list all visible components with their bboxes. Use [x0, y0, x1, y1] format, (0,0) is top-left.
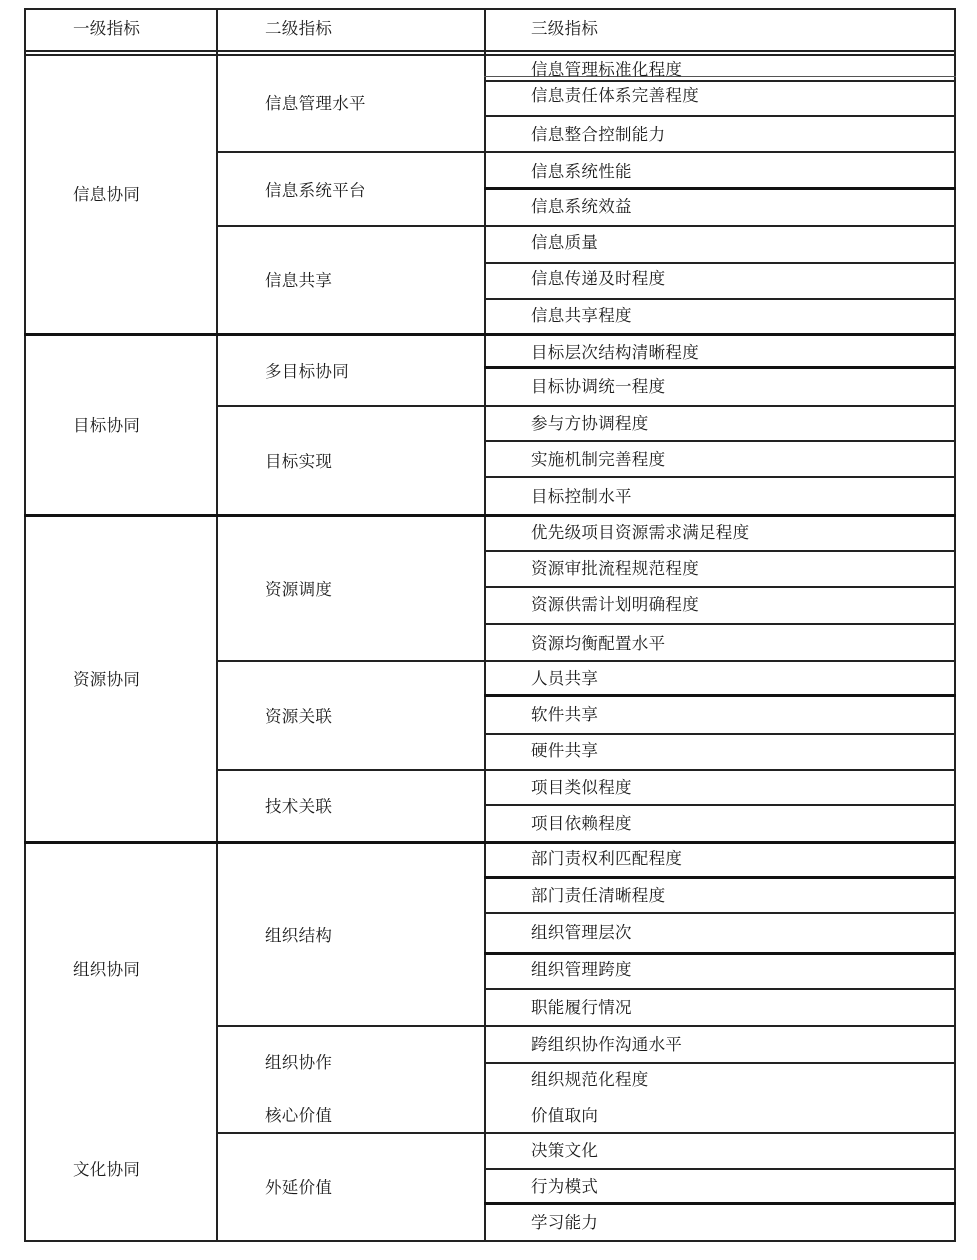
row-line-19 — [484, 1062, 956, 1064]
group-line-3 — [216, 660, 956, 662]
row-line-14 — [484, 804, 956, 806]
row-line-11 — [484, 623, 956, 625]
level2-label: 信息系统平台 — [265, 181, 366, 200]
header-label: 一级指标 — [73, 19, 141, 38]
group-line-4 — [216, 769, 956, 771]
level2-label: 核心价值 — [265, 1106, 333, 1125]
level3-label: 优先级项目资源需求满足程度 — [531, 523, 750, 542]
row-line-17 — [484, 952, 956, 955]
level2-label: 组织协作 — [265, 1053, 333, 1072]
level3-label: 部门责权利匹配程度 — [531, 849, 683, 868]
level3-label: 资源审批流程规范程度 — [531, 559, 699, 578]
row-line-13 — [484, 733, 956, 735]
row-line-15 — [484, 876, 956, 879]
grid-vline-1 — [216, 8, 218, 1241]
row-line-8 — [484, 476, 956, 478]
row-line-7 — [484, 440, 956, 442]
header-label: 三级指标 — [531, 19, 599, 38]
level3-label: 信息责任体系完善程度 — [531, 86, 699, 105]
level3-label: 价值取向 — [531, 1106, 599, 1125]
table-bottom-line — [24, 1240, 956, 1242]
level3-label: 行为模式 — [531, 1177, 599, 1196]
level3-label: 组织管理层次 — [531, 923, 632, 942]
level3-label: 项目类似程度 — [531, 778, 632, 797]
level3-label: 信息传递及时程度 — [531, 269, 666, 288]
level3-label: 目标层次结构清晰程度 — [531, 343, 699, 362]
level2-label: 资源调度 — [265, 580, 333, 599]
row-line-2 — [484, 115, 956, 117]
level1-label: 组织协同 — [73, 960, 141, 979]
level3-label: 项目依赖程度 — [531, 814, 632, 833]
section-line-0 — [24, 333, 956, 336]
level2-label: 目标实现 — [265, 452, 333, 471]
level3-label: 组织规范化程度 — [531, 1070, 649, 1089]
level3-label: 信息质量 — [531, 233, 599, 252]
row-line-12 — [484, 694, 956, 697]
level1-label: 信息协同 — [73, 185, 141, 204]
level2-label: 多目标协同 — [265, 362, 349, 381]
level3-label: 参与方协调程度 — [531, 414, 649, 433]
header-bottom-line-2 — [24, 54, 956, 56]
row-line-18 — [484, 988, 956, 990]
level2-label: 信息管理水平 — [265, 94, 366, 113]
level3-label: 实施机制完善程度 — [531, 450, 666, 469]
level3-label: 信息管理标准化程度 — [531, 60, 683, 79]
section-line-2 — [24, 841, 956, 844]
row-line-3 — [484, 187, 956, 190]
row-line-16 — [484, 912, 956, 914]
group-line-6 — [216, 1132, 956, 1134]
group-line-2 — [216, 405, 956, 407]
level1-label: 资源协同 — [73, 670, 141, 689]
level2-label: 技术关联 — [265, 797, 333, 816]
group-line-1 — [216, 225, 956, 227]
level3-label: 资源供需计划明确程度 — [531, 595, 699, 614]
level2-label: 信息共享 — [265, 271, 333, 290]
header-top-line — [24, 8, 956, 10]
group-line-5 — [216, 1025, 956, 1027]
row-line-9 — [484, 550, 956, 552]
level3-label: 信息整合控制能力 — [531, 125, 666, 144]
row-line-6 — [484, 366, 956, 369]
level3-label: 学习能力 — [531, 1213, 599, 1232]
level2-label: 组织结构 — [265, 926, 333, 945]
group-line-0 — [216, 151, 956, 153]
level3-label: 部门责任清晰程度 — [531, 886, 666, 905]
level1-label: 文化协同 — [73, 1160, 141, 1179]
level1-label: 目标协同 — [73, 416, 141, 435]
level3-label: 组织管理跨度 — [531, 960, 632, 979]
grid-vline-0 — [24, 8, 26, 1241]
level3-label: 信息共享程度 — [531, 306, 632, 325]
level3-label: 目标控制水平 — [531, 487, 632, 506]
level3-label: 目标协调统一程度 — [531, 377, 666, 396]
level3-label: 信息系统性能 — [531, 162, 632, 181]
row-line-1 — [484, 80, 956, 82]
level3-label: 职能履行情况 — [531, 998, 632, 1017]
level2-label: 资源关联 — [265, 707, 333, 726]
row-line-5 — [484, 298, 956, 300]
row-line-20 — [484, 1168, 956, 1170]
row-line-10 — [484, 586, 956, 588]
level3-label: 硬件共享 — [531, 741, 599, 760]
level3-label: 软件共享 — [531, 705, 599, 724]
level3-label: 资源均衡配置水平 — [531, 634, 666, 653]
row-line-4 — [484, 262, 956, 264]
header-bottom-line — [24, 50, 956, 52]
level3-label: 决策文化 — [531, 1141, 599, 1160]
level3-label: 跨组织协作沟通水平 — [531, 1035, 683, 1054]
level2-label: 外延价值 — [265, 1178, 333, 1197]
header-label: 二级指标 — [265, 19, 333, 38]
level3-label: 人员共享 — [531, 669, 599, 688]
section-line-1 — [24, 514, 956, 517]
row-line-21 — [484, 1202, 956, 1205]
level3-label: 信息系统效益 — [531, 197, 632, 216]
